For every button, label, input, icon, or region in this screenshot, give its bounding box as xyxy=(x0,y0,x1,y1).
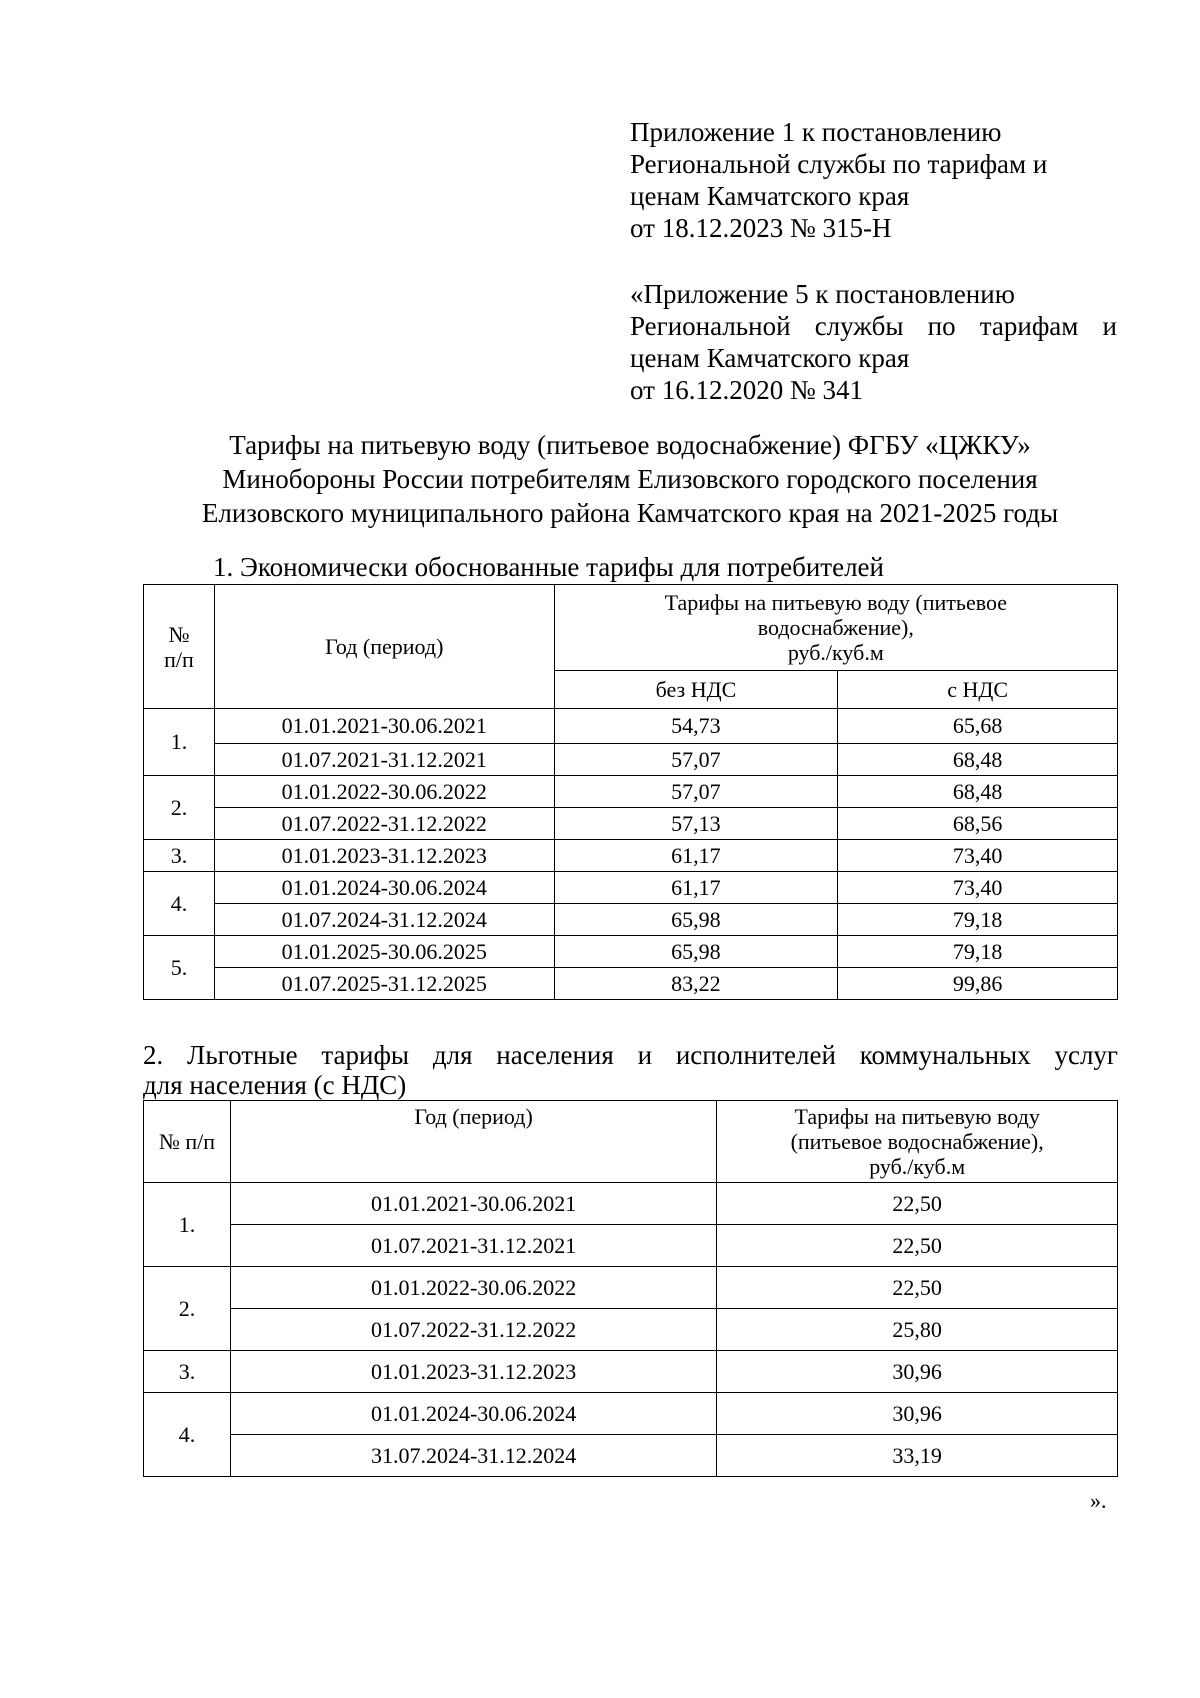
row-no-vat: 57,07 xyxy=(554,776,838,808)
closing-quote-mark: ». xyxy=(1090,1488,1107,1513)
row-number: 1. xyxy=(144,1183,231,1267)
row-with-vat: 99,86 xyxy=(838,968,1118,1000)
row-number: 2. xyxy=(144,776,215,840)
table-row xyxy=(144,808,1118,840)
table-row xyxy=(144,1351,1118,1393)
row-period: 01.01.2024-30.06.2024 xyxy=(230,1393,716,1435)
header-number xyxy=(144,585,215,709)
row-with-vat: 79,18 xyxy=(838,936,1118,968)
row-number: 3. xyxy=(144,1351,231,1393)
appendix-1-reference xyxy=(630,116,1117,244)
header-number-line: п/п xyxy=(164,646,194,672)
header-tariff-line: водоснабжение), xyxy=(757,615,914,640)
row-period: 01.01.2021-30.06.2021 xyxy=(214,709,554,744)
table-row xyxy=(144,840,1118,872)
row-with-vat: 79,18 xyxy=(838,904,1118,936)
row-number: 4. xyxy=(144,1393,231,1477)
row-tariff: 25,80 xyxy=(717,1309,1118,1351)
row-period: 01.01.2022-30.06.2022 xyxy=(214,776,554,808)
appendix-1-line: ценам Камчатского края xyxy=(630,181,910,211)
row-period: 01.07.2024-31.12.2024 xyxy=(214,904,554,936)
header-tariff-line: Тарифы на питьевую воду xyxy=(794,1104,1040,1129)
row-tariff: 33,19 xyxy=(717,1435,1118,1477)
row-with-vat: 68,56 xyxy=(838,808,1118,840)
row-tariff: 22,50 xyxy=(717,1183,1118,1225)
row-period: 01.01.2022-30.06.2022 xyxy=(230,1267,716,1309)
row-period: 01.07.2021-31.12.2021 xyxy=(230,1225,716,1267)
appendix-1-line: Региональной службы по тарифам и xyxy=(630,149,1048,179)
row-tariff: 22,50 xyxy=(717,1267,1118,1309)
section-2-heading-line: для населения (с НДС) xyxy=(143,1070,407,1100)
table-row xyxy=(144,872,1118,904)
appendix-5-line: от 16.12.2020 № 341 xyxy=(630,375,863,405)
table-row xyxy=(144,1309,1118,1351)
table-row xyxy=(144,1183,1118,1225)
header-number-line: № xyxy=(168,621,190,647)
row-number: 2. xyxy=(144,1267,231,1351)
section-2-heading-line: 2. Льготные тарифы для населения и исполнителей коммунальных услуг xyxy=(143,1040,1118,1070)
row-number: 3. xyxy=(144,840,215,872)
table-row xyxy=(144,1435,1118,1477)
header-tariff-line: руб./куб.м xyxy=(787,640,884,665)
header-no-vat: без НДС xyxy=(554,671,838,709)
table-row xyxy=(144,904,1118,936)
row-no-vat: 65,98 xyxy=(554,936,838,968)
row-no-vat: 57,07 xyxy=(554,744,838,776)
header-period: Год (период) xyxy=(214,585,554,709)
row-tariff: 22,50 xyxy=(717,1225,1118,1267)
appendix-1-line: от 18.12.2023 № 315-Н xyxy=(630,213,892,243)
table-row xyxy=(144,936,1118,968)
row-tariff: 30,96 xyxy=(717,1393,1118,1435)
appendix-5-line: Региональной службы по тарифам и xyxy=(630,311,1117,341)
row-with-vat: 68,48 xyxy=(838,776,1118,808)
row-period: 31.07.2024-31.12.2024 xyxy=(230,1435,716,1477)
header-period: Год (период) xyxy=(230,1101,716,1183)
row-number: 1. xyxy=(144,709,215,776)
row-with-vat: 73,40 xyxy=(838,872,1118,904)
header-tariff xyxy=(717,1101,1118,1183)
row-period: 01.07.2021-31.12.2021 xyxy=(214,744,554,776)
header-tariff-line: руб./куб.м xyxy=(869,1154,966,1179)
table-row xyxy=(144,776,1118,808)
row-no-vat: 65,98 xyxy=(554,904,838,936)
row-period: 01.01.2024-30.06.2024 xyxy=(214,872,554,904)
row-no-vat: 54,73 xyxy=(554,709,838,744)
title-line: Тарифы на питьевую воду (питьевое водоснабжение) ФГБУ «ЦЖКУ» xyxy=(229,430,1031,460)
row-no-vat: 61,17 xyxy=(554,840,838,872)
row-period: 01.07.2022-31.12.2022 xyxy=(214,808,554,840)
appendix-5-reference xyxy=(630,278,1117,406)
table-row xyxy=(144,1225,1118,1267)
row-period: 01.07.2025-31.12.2025 xyxy=(214,968,554,1000)
table-row xyxy=(144,744,1118,776)
title-line: Елизовского муниципального района Камчатского края на 2021-2025 годы xyxy=(201,498,1059,528)
document-title xyxy=(140,428,1120,530)
row-no-vat: 57,13 xyxy=(554,808,838,840)
title-line: Минобороны России потребителям Елизовского городского поселения xyxy=(222,464,1038,494)
preferential-tariffs-table xyxy=(143,1100,1118,1477)
row-period: 01.01.2025-30.06.2025 xyxy=(214,936,554,968)
row-period: 01.07.2022-31.12.2022 xyxy=(230,1309,716,1351)
row-period: 01.01.2021-30.06.2021 xyxy=(230,1183,716,1225)
header-tariff-line: Тарифы на питьевую воду (питьевое xyxy=(664,590,1007,615)
appendix-1-line: Приложение 1 к постановлению xyxy=(630,117,1002,147)
header-tariff xyxy=(554,585,1117,671)
header-tariff-line: (питьевое водоснабжение), xyxy=(790,1129,1044,1154)
row-no-vat: 83,22 xyxy=(554,968,838,1000)
row-with-vat: 65,68 xyxy=(838,709,1118,744)
table-row xyxy=(144,968,1118,1000)
row-no-vat: 61,17 xyxy=(554,872,838,904)
header-with-vat: с НДС xyxy=(838,671,1118,709)
row-period: 01.01.2023-31.12.2023 xyxy=(230,1351,716,1393)
row-period: 01.01.2023-31.12.2023 xyxy=(214,840,554,872)
section-1-heading: 1. Экономически обоснованные тарифы для потребителей xyxy=(213,552,884,582)
economic-tariffs-table xyxy=(143,584,1118,1000)
appendix-5-line: «Приложение 5 к постановлению xyxy=(630,279,1015,309)
table-row xyxy=(144,1267,1118,1309)
row-with-vat: 68,48 xyxy=(838,744,1118,776)
appendix-5-line: ценам Камчатского края xyxy=(630,343,910,373)
row-with-vat: 73,40 xyxy=(838,840,1118,872)
header-number: № п/п xyxy=(144,1101,231,1183)
row-number: 5. xyxy=(144,936,215,1000)
row-number: 4. xyxy=(144,872,215,936)
table-row xyxy=(144,1393,1118,1435)
row-tariff: 30,96 xyxy=(717,1351,1118,1393)
table-row xyxy=(144,709,1118,744)
